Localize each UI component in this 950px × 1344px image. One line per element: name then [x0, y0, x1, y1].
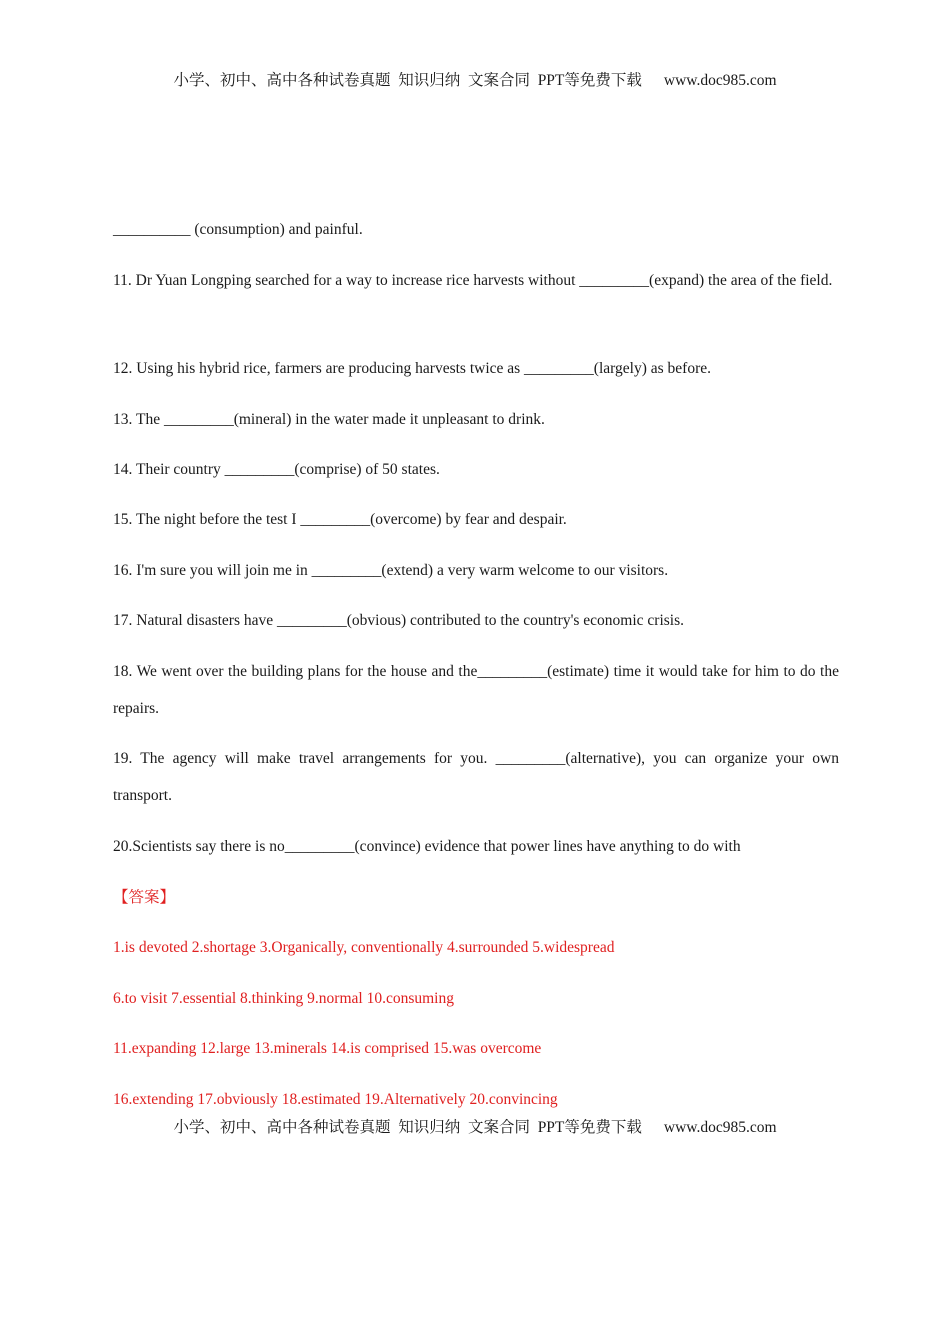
question-12: 12. Using his hybrid rice, farmers are producing harvests twice as _________(largely) as before.: [113, 360, 712, 377]
question-13: 13. The _________(mineral) in the water made it unpleasant to drink.: [113, 411, 545, 428]
page-footer: [0, 1115, 950, 1137]
header-url: www.doc985.com: [663, 72, 777, 89]
footer-url: www.doc985.com: [663, 1119, 777, 1136]
answer-line-3: 11.expanding 12.large 13.minerals 14.is comprised 15.was overcome: [113, 1040, 542, 1057]
question-16: 16. I'm sure you will join me in _________(extend) a very warm welcome to our visitors.: [113, 562, 669, 579]
question-17: 17. Natural disasters have _________(obvious) contributed to the country's economic crisis.: [113, 612, 685, 629]
answer-line-4: 16.extending 17.obviously 18.estimated 19.Alternatively 20.convincing: [113, 1091, 558, 1108]
answer-line-1: 1.is devoted 2.shortage 3.Organically, conventionally 4.surrounded 5.widespread: [113, 939, 615, 956]
question-19: 19. The agency will make travel arrangements for you. _________(alternative), you can organize your own transport.: [113, 750, 839, 804]
answer-line-2: 6.to visit 7.essential 8.thinking 9.normal 10.consuming: [113, 990, 454, 1007]
question-20: 20.Scientists say there is no_________(convince) evidence that power lines have anything to do with: [113, 838, 741, 855]
question-10-continuation: __________ (consumption) and painful.: [113, 221, 363, 238]
question-14: 14. Their country _________(comprise) of 50 states.: [113, 461, 440, 478]
question-15: 15. The night before the test I _________(overcome) by fear and despair.: [113, 511, 567, 528]
answer-heading: 【答案】: [113, 889, 176, 906]
page-header: [0, 68, 950, 90]
footer-description: 小学、初中、高中各种试卷真题 知识归纳 文案合同 PPT等免费下载: [173, 1119, 642, 1136]
question-11: 11. Dr Yuan Longping searched for a way to increase rice harvests without _________(expand) the area of the field.: [113, 272, 833, 289]
header-description: 小学、初中、高中各种试卷真题 知识归纳 文案合同 PPT等免费下载: [173, 72, 642, 89]
question-18: 18. We went over the building plans for the house and the_________(estimate) time it would take for him to do the repairs.: [113, 663, 839, 717]
